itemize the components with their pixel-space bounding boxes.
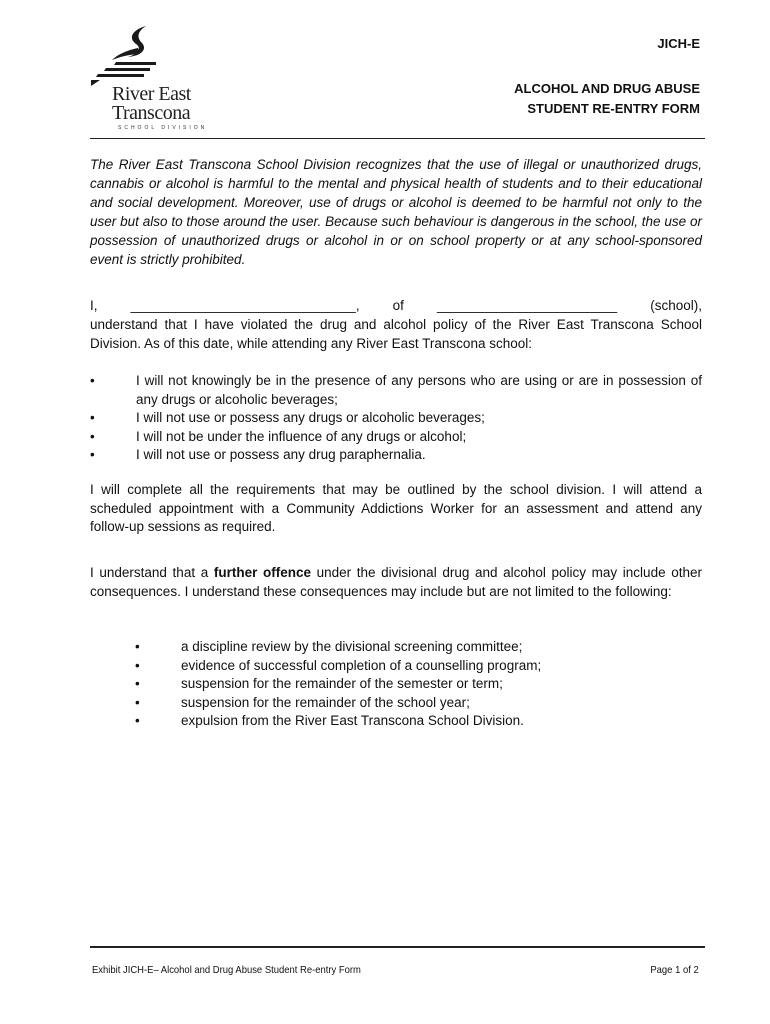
document-code: JICH-E [657,36,700,51]
bullet-icon: • [90,428,95,444]
bullet-icon: • [90,447,95,462]
list-item [90,428,702,447]
fill-in-i: I, [90,298,98,313]
consequence-text: suspension for the remainder of the semester or term; [181,676,503,691]
bullet-icon: • [135,657,140,673]
document-title [514,79,700,119]
consequence-text: a discipline review by the divisional screening committee; [181,639,523,654]
header-divider [90,138,705,139]
commitment-text: I will not knowingly be in the presence of any persons who are using or are in possession of any drugs or alcoholic beverages; [136,373,702,407]
bullet-icon: • [135,676,140,691]
consequences-list [135,638,702,731]
river-swirl-logo-icon [88,24,208,86]
list-item [90,409,702,428]
bullet-icon: • [90,410,95,425]
consequence-text: suspension for the remainder of the school year; [181,694,470,710]
student-fill-in-line [90,297,702,316]
footer-divider [90,946,705,948]
list-item [135,712,702,731]
footer-exhibit-label: Exhibit JICH-E– Alcohol and Drug Abuse Student Re-entry Form [92,964,361,976]
requirements-paragraph: I will complete all the requirements that may be outlined by the school division. I will attend a scheduled appointment with a Community Addictions Worker for an assessment and attend any follow-up sessions as required. [90,482,702,534]
student-name-blank[interactable]: ______________________________, [130,298,360,313]
commitment-text: I will not be under the influence of any drugs or alcohol; [136,428,467,444]
intro-paragraph: The River East Transcona School Division recognizes that the use of illegal or unauthorized drugs, cannabis or alcohol is harmful to the mental and physical health of students and to their educational and social development. Moreover, use of drugs or alcohol is deemed to be harmful not only to the user but also to those around the user. Because such behaviour is dangerous in the school, the use or possession of unauthorized drugs or alcohol in or on school property or at any school-sponsored event is strictly prohibited. [90,157,702,267]
logo-text-school-division: SCHOOL DIVISION [118,125,208,131]
list-item [135,675,702,694]
consequence-text: evidence of successful completion of a counselling program; [181,657,542,673]
offence-text-start: I understand that a [90,565,214,580]
list-item [90,372,702,409]
logo-text-line2: Transcona [112,102,191,124]
consequence-text: expulsion from the River East Transcona School Division. [181,713,524,728]
bullet-icon: • [90,373,95,388]
school-name-blank[interactable]: ________________________ [436,298,618,313]
document-title-line1: ALCOHOL AND DRUG ABUSE [514,81,700,96]
list-item [135,694,702,713]
school-label: (school), [650,298,702,313]
document-title-line2: STUDENT RE-ENTRY FORM [527,101,700,116]
offence-paragraph [90,564,702,601]
offence-emphasis: further offence [213,565,311,580]
bullet-icon: • [135,694,140,710]
footer-page-number: Page 1 of 2 [650,964,699,976]
fill-in-of: of [392,298,404,313]
logo-text-line1: River East [112,83,191,105]
bullet-icon: • [135,713,140,728]
offence-text-end: under the divisional drug and alcohol policy may include other consequences. I understand these consequences may include but are not limited to the following: [90,565,702,599]
bullet-icon: • [135,639,140,654]
statement-paragraph: understand that I have violated the drug and alcohol policy of the River East Transcona School Division. As of this date, while attending any River East Transcona school: [90,317,702,351]
list-item [135,657,702,676]
commitment-text: I will not use or possess any drugs or alcoholic beverages; [136,410,485,425]
list-item [135,638,702,657]
list-item [90,446,702,465]
commitments-list [90,372,702,465]
school-division-logo [88,24,208,134]
commitment-text: I will not use or possess any drug paraphernalia. [136,447,426,462]
